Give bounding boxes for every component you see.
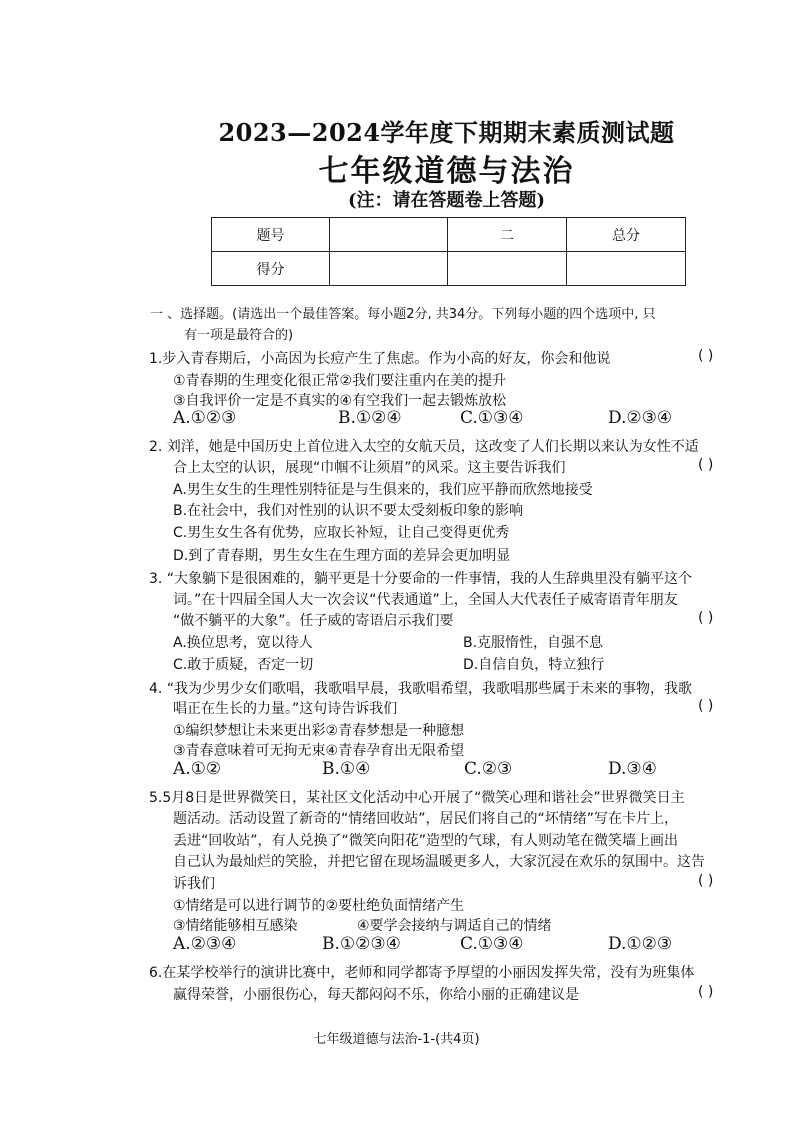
- cell-question-number: 题号: [212, 218, 330, 252]
- question-2-option-d: D.到了青春期，男生女生在生理方面的差异会更加明显: [173, 548, 511, 564]
- question-2-answer-paren: ( ): [698, 457, 714, 473]
- question-4-line-1: 4. “我为少男少女们歌唱，我歌唱早晨，我歌唱希望，我歌唱那些属于未来的事物，我歌: [149, 681, 693, 697]
- question-6-line-1: 6.在某学校举行的演讲比赛中，老师和同学都寄予厚望的小丽因发挥失常，没有为班集体: [149, 965, 695, 981]
- score-table-row-score: [212, 252, 686, 286]
- question-1-option-c: C.①③④: [460, 408, 524, 428]
- score-table: [211, 217, 686, 286]
- question-4-statement-2: ③青春意味着可无拘无束④青春孕育出无限希望: [173, 743, 465, 759]
- question-2-option-c: C.男生女生各有优势，应取长补短，让自己变得更优秀: [173, 525, 510, 541]
- question-5-option-c: C.①③④: [460, 934, 524, 954]
- question-4-statement-1: ①编织梦想让未来更出彩②青春梦想是一种臆想: [173, 723, 465, 739]
- question-1-statement-1: ①青春期的生理变化很正常②我们要注重内在美的提升: [173, 373, 507, 389]
- question-3-line-1: 3. “大象躺下是很困难的，躺平更是十分要命的一件事情，我的人生辞典里没有躺平这个: [149, 571, 693, 587]
- question-4-option-a: A.①②: [173, 759, 222, 779]
- section-one-instructions-cont: 有一项是最符合的): [184, 328, 294, 343]
- question-2-line-1: 2. 刘洋，她是中国历史上首位进入太空的女航天员，这改变了人们长期以来认为女性不适: [149, 439, 699, 455]
- question-5-statement-3: ③情绪能够相互感染: [173, 918, 298, 934]
- cell-score-one: [330, 252, 448, 286]
- question-4-line-2: 唱正在生长的力量。”这句诗告诉我们: [173, 701, 398, 717]
- cell-score-label: 得分: [212, 252, 330, 286]
- subject-title: 七年级道德与法治: [318, 154, 575, 189]
- cell-total: 总分: [566, 218, 685, 252]
- question-5-statement-1: ①情绪是可以进行调节的②要杜绝负面情绪产生: [173, 898, 465, 914]
- score-table-row-number: [212, 218, 686, 252]
- question-4-option-d: D.③④: [608, 759, 657, 779]
- question-2-option-a: A.男生女生的生理性别特征是与生俱来的，我们应平静而欣然地接受: [173, 482, 593, 498]
- question-3-answer-paren: ( ): [698, 610, 714, 626]
- question-3-option-a: A.换位思考，宽以待人: [173, 635, 313, 651]
- question-2-option-b: B.在社会中，我们对性别的认识不要太受刻板印象的影响: [173, 503, 524, 519]
- question-1-option-a: A.①②③: [173, 408, 237, 428]
- question-1-answer-paren: ( ): [698, 348, 714, 364]
- question-5-line-5: 诉我们: [173, 876, 215, 892]
- question-5-statement-4: ④要学会接纳与调适自己的情绪: [357, 918, 552, 934]
- question-1-statement-2: ③自我评价一定是不真实的④有空我们一起去锻炼放松: [173, 393, 507, 409]
- question-4-option-b: B.①④: [322, 759, 371, 779]
- question-5-line-1: 5.5月8日是世界微笑日，某社区文化活动中心开展了“微笑心理和谐社会”世界微笑日主: [149, 790, 685, 806]
- question-2-line-2: 合上太空的认识，展现“巾帼不让须眉”的风采。这主要告诉我们: [173, 460, 566, 476]
- question-5-line-4: 自己认为最灿烂的笑脸，并把它留在现场温暖更多人，大家沉浸在欢乐的氛围中。这告: [173, 854, 705, 870]
- question-3-option-b: B.克服惰性，自强不息: [463, 635, 604, 651]
- question-4-answer-paren: ( ): [698, 698, 714, 714]
- cell-score-two: [447, 252, 566, 286]
- question-5-option-b: B.①②③④: [322, 934, 401, 954]
- question-1-option-b: B.①②④: [338, 408, 402, 428]
- question-4-option-c: C.②③: [464, 759, 513, 779]
- question-1-option-d: D.②③④: [608, 408, 673, 428]
- cell-part-two: 二: [447, 218, 566, 252]
- question-6-line-2: 赢得荣誉，小丽很伤心，每天都闷闷不乐，你给小丽的正确建议是: [173, 987, 579, 1003]
- question-5-line-2: 题活动。活动设置了新奇的“情绪回收站”，居民们将自己的“坏情绪”写在卡片上，: [173, 811, 679, 827]
- question-3-option-c: C.敢于质疑，否定一切: [173, 657, 314, 673]
- question-5-answer-paren: ( ): [698, 873, 714, 889]
- question-3-line-3: “做不躺平的大象”。任子威的寄语启示我们要: [173, 613, 454, 629]
- exam-title: 2023—2024学年度下期期末素质测试题: [218, 118, 675, 147]
- question-6-answer-paren: ( ): [698, 984, 714, 1000]
- cell-score-total: [566, 252, 685, 286]
- question-5-option-d: D.①②③: [608, 934, 673, 954]
- question-3-option-d: D.自信自负，特立独行: [463, 657, 605, 673]
- question-3-line-2: 词。”在十四届全国人大一次会议“代表通道”上，全国人大代表任子威寄语青年朋友: [173, 592, 678, 608]
- question-1-stem: 1.步入青春期后，小高因为长痘产生了焦虑。作为小高的好友，你会和他说: [149, 351, 611, 367]
- question-5-option-a: A.②③④: [173, 934, 237, 954]
- answer-note: (注：请在答题卷上答题): [347, 190, 546, 211]
- cell-part-one: [330, 218, 448, 252]
- page-footer: 七年级道德与法治-1-(共4页): [313, 1032, 480, 1047]
- question-5-line-3: 丢进“回收站”，有人兑换了“微笑向阳花”造型的气球，有人则动笔在微笑墙上画出: [173, 833, 679, 849]
- section-one-instructions: 一 、选择题。(请选出一个最佳答案。每小题2分, 共34分。下列每小题的四个选项中, 只: [150, 307, 656, 322]
